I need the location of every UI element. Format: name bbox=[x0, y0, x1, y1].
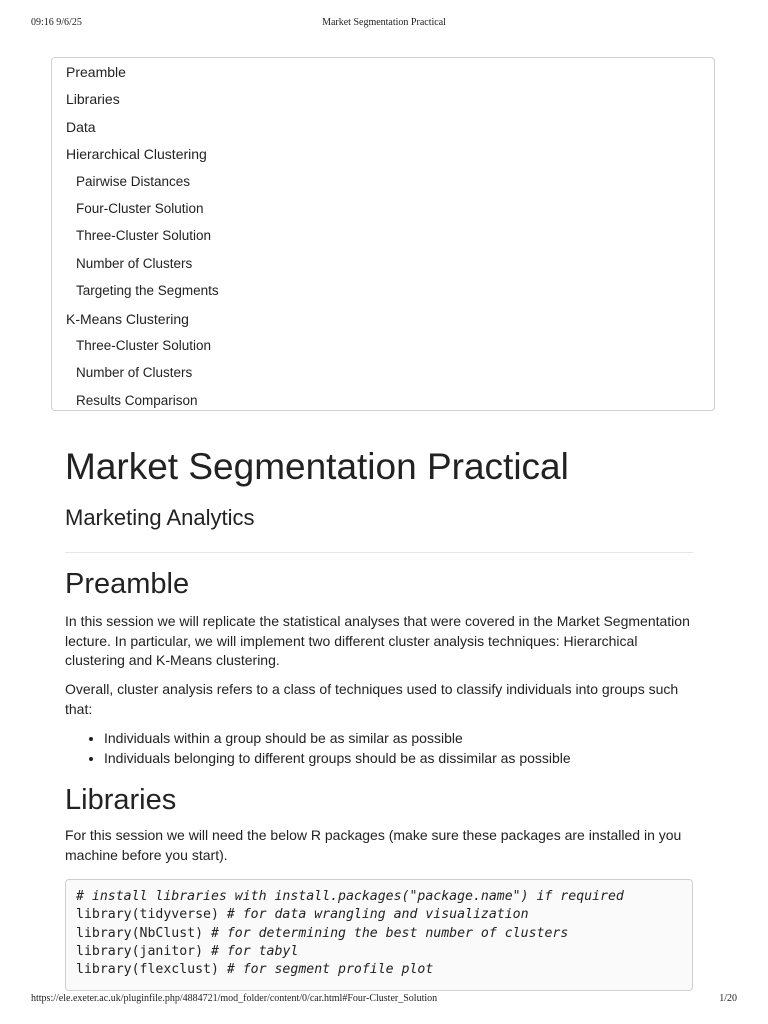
code-line bbox=[76, 925, 682, 943]
code-comment: # install libraries with install.packages("package.name") if required bbox=[76, 889, 624, 904]
page-title: Market Segmentation Practical bbox=[65, 446, 569, 487]
title-divider bbox=[65, 552, 693, 553]
preamble-paragraph-2: Overall, cluster analysis refers to a class of techniques used to classify individuals into groups such that: bbox=[65, 681, 679, 717]
toc-item-three-cluster-solution[interactable]: Three-Cluster Solution bbox=[76, 228, 212, 244]
page-subtitle: Marketing Analytics bbox=[65, 505, 255, 530]
page-number: 1/20 bbox=[719, 993, 737, 1004]
print-url: https://ele.exeter.ac.uk/pluginfile.php/4884721/mod_folder/content/0/car.html#Four-Cluster_Solution bbox=[31, 993, 438, 1004]
code-line bbox=[76, 943, 682, 961]
list-item: • Individuals belonging to different groups should be as dissimilar as possible bbox=[104, 749, 732, 769]
toc-item-four-cluster-solution[interactable]: Four-Cluster Solution bbox=[76, 200, 204, 216]
code-text: library(tidyverse) bbox=[76, 907, 227, 923]
print-datetime: 09:16 9/6/25 bbox=[31, 17, 82, 28]
code-line bbox=[76, 888, 682, 906]
print-doc-title: Market Segmentation Practical bbox=[322, 17, 446, 28]
code-text: library(NbClust) bbox=[76, 925, 211, 941]
code-comment: # for determining the best number of clusters bbox=[210, 925, 569, 941]
toc-item-hierarchical-clustering[interactable]: Hierarchical Clustering bbox=[66, 146, 207, 163]
table-of-contents bbox=[51, 57, 715, 411]
toc-item-kmeans-clustering[interactable]: K-Means Clustering bbox=[66, 310, 189, 327]
toc-item-kmeans-number-of-clusters[interactable]: Number of Clusters bbox=[76, 365, 193, 381]
code-comment: # for tabyl bbox=[210, 943, 299, 959]
libraries-paragraph: For this session we will need the below R packages (make sure these packages are installed in you machine before you start). bbox=[65, 827, 682, 863]
toc-item-targeting-segments[interactable]: Targeting the Segments bbox=[76, 283, 219, 299]
toc-item-pairwise-distances[interactable]: Pairwise Distances bbox=[76, 173, 191, 189]
code-text: library(flexclust) bbox=[76, 962, 227, 978]
toc-item-libraries[interactable]: Libraries bbox=[66, 91, 120, 108]
code-comment: # for data wrangling and visualization bbox=[226, 907, 529, 923]
toc-item-number-of-clusters[interactable]: Number of Clusters bbox=[76, 255, 193, 271]
toc-item-data[interactable]: Data bbox=[66, 118, 96, 135]
list-item: • Individuals within a group should be as similar as possible bbox=[104, 729, 732, 749]
code-text: library(janitor) bbox=[76, 943, 211, 959]
code-comment: # for segment profile plot bbox=[226, 962, 434, 978]
section-heading-libraries: Libraries bbox=[65, 784, 177, 816]
preamble-bullet-list bbox=[65, 729, 732, 768]
code-line bbox=[76, 906, 682, 924]
section-heading-preamble: Preamble bbox=[65, 568, 190, 600]
toc-item-results-comparison[interactable]: Results Comparison bbox=[76, 392, 198, 408]
preamble-paragraph-1: In this session we will replicate the statistical analyses that were covered in the Market Segmentation lecture. In particular, we will implement two different cluster analysis techniques: Hierarchical clustering and K-Means clustering. bbox=[65, 613, 690, 668]
code-line bbox=[76, 961, 682, 979]
toc-item-preamble[interactable]: Preamble bbox=[66, 64, 126, 80]
code-block[interactable] bbox=[65, 879, 693, 991]
toc-item-kmeans-three-cluster-solution[interactable]: Three-Cluster Solution bbox=[76, 337, 212, 353]
